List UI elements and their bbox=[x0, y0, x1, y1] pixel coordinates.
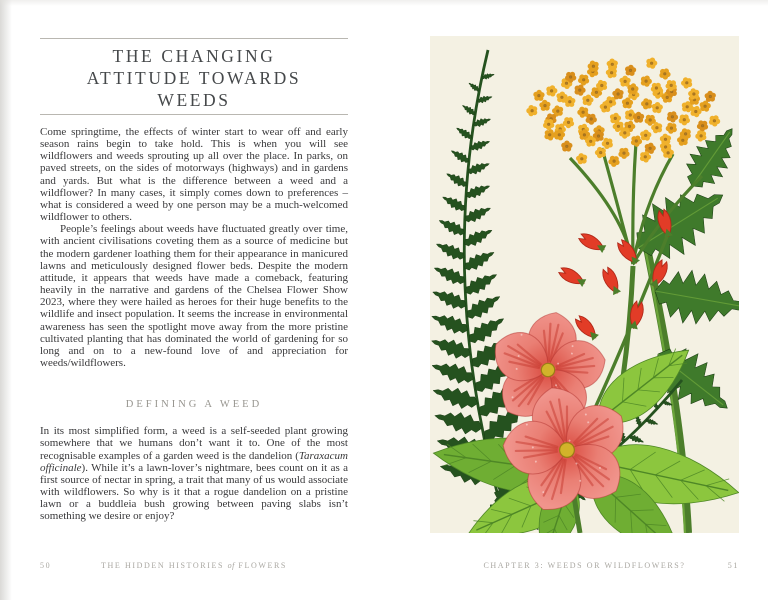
body-text-column bbox=[40, 126, 348, 523]
page-scan-top-edge bbox=[0, 0, 768, 6]
latin-plant-name: Taraxacum officinale bbox=[40, 449, 348, 474]
illustration-panel bbox=[430, 36, 739, 533]
running-title: THE HIDDEN HISTORIES of FLOWERS bbox=[101, 561, 287, 570]
yarrow-flower-cluster bbox=[526, 58, 720, 167]
title-rule-top bbox=[40, 38, 348, 39]
paragraph-3 bbox=[40, 425, 348, 522]
right-page-number: 51 bbox=[727, 561, 739, 570]
title-line-2: ATTITUDE TOWARDS bbox=[86, 68, 302, 88]
paragraph-3-text-end: ). While it’s a lawn-lover’s nightmare, bees count on it as a first source of nectar in spring, a trait that many of us would associate with wildflowers. So why is it that a rogue dandelion on a pristine lawn or a buddleia bush growing between paving slabs isn’t something we desire or enjoy? bbox=[40, 461, 348, 523]
section-heading: DEFINING A WEED bbox=[125, 399, 263, 411]
title-line-1: THE CHANGING bbox=[112, 46, 276, 66]
chapter-title: CHAPTER 3: WEEDS OR WILDFLOWERS? bbox=[483, 561, 686, 570]
botanical-illustration bbox=[430, 36, 739, 533]
title-line-3: WEEDS bbox=[157, 90, 231, 110]
running-title-of: of bbox=[227, 561, 235, 570]
paragraph-2: People’s feelings about weeds have fluctuated greatly over time, with ancient civilisations coveting them as a source of medicine but the modern gardener loathing them for their appearance in manicured lawns and meticulously designed flower beds. Despite the modern attitude, it appears that weeds have made a comeback, featuring heavily in the narrative and gardens of the Chelsea Flower Show 2023, where they were hailed as heroes for their huge benefits to the wildlife and insect population. It seems the increase in environmental awareness has seen the spotlight move away from the more pristine cultivated planting that has dominated the world of gardening for so long and on to a new-found love of and appreciation for weeds/wildflowers. bbox=[40, 223, 348, 369]
left-page-number: 50 bbox=[40, 561, 52, 570]
page-title bbox=[40, 45, 348, 111]
title-rule-bottom bbox=[40, 114, 348, 115]
page-scan-left-edge bbox=[0, 0, 12, 600]
paragraph-1: Come springtime, the effects of winter start to wear off and early season rains begin to take hold. This is when you will see wildflowers and weeds sprouting up all over the place. In parks, on paved streets, on the sides of motorways (highways) and in gardens and yards. But what is the difference between a weed and a wildflower? In many cases, it simply comes down to preferences – what is considered a weed by one person may be a much-welcomed wildflower to others. bbox=[40, 126, 348, 224]
paragraph-3-text: In its most simplified form, a weed is a self-seeded plant growing somewhere that we humans don’t want it to. One of the most recognisable examples of a garden weed is the dandelion ( bbox=[40, 425, 348, 462]
